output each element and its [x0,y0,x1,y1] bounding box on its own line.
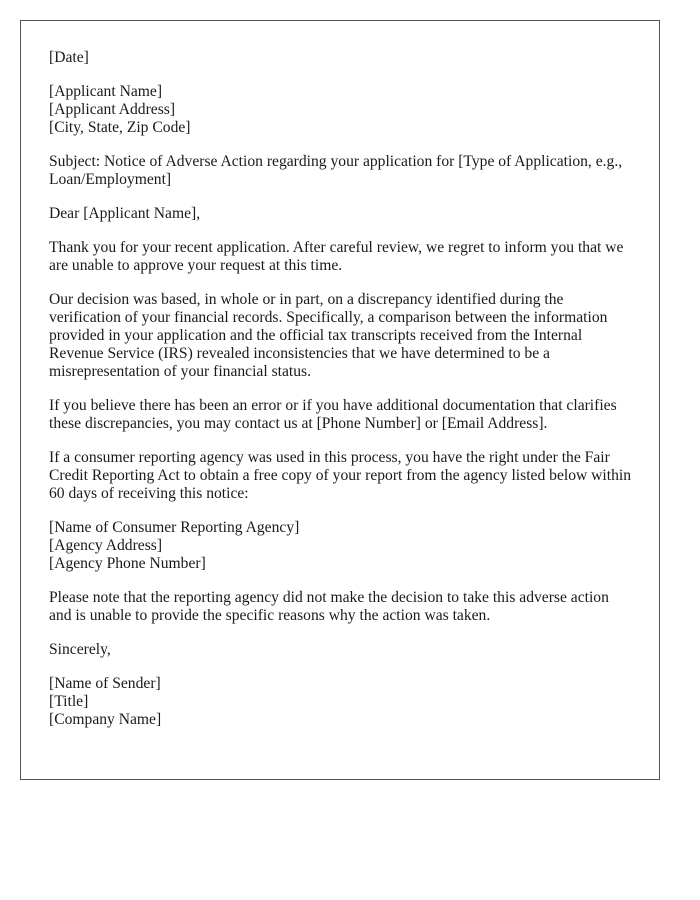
recipient-address-block [49,83,635,137]
recipient-address: [Applicant Address] [49,101,176,118]
letter-date [49,49,635,67]
subject-line: Subject: Notice of Adverse Action regarding your application for [Type of Application, e.g., Loan/Employment] [49,153,623,188]
recipient-name: [Applicant Name] [49,83,163,100]
signature-block [49,675,635,729]
letter-page [20,20,660,780]
signoff: Sincerely, [49,641,111,658]
agency-address: [Agency Address] [49,537,163,554]
sender-company: [Company Name] [49,711,162,728]
paragraph-fcra-rights: If a consumer reporting agency was used in this process, you have the right under the Fair Credit Reporting Act to obtain a free copy of your report from the agency listed below within 60 days of receiving this notice: [49,449,632,502]
sender-title: [Title] [49,693,89,710]
paragraph-decision-reason: Our decision was based, in whole or in part, on a discrepancy identified during the verification of your financial records. Specifically, a comparison between the information provided in your application and the official tax transcripts received from the Internal Revenue Service (IRS) revealed inconsistencies that we have determined to be a misrepresentation of your financial status. [49,291,608,380]
sender-name: [Name of Sender] [49,675,161,692]
agency-phone: [Agency Phone Number] [49,555,206,572]
recipient-city-state-zip: [City, State, Zip Code] [49,119,191,136]
date-text: [Date] [49,49,89,66]
agency-name: [Name of Consumer Reporting Agency] [49,519,300,536]
paragraph-intro: Thank you for your recent application. After careful review, we regret to inform you that we are unable to approve your request at this time. [49,239,624,274]
salutation: Dear [Applicant Name], [49,205,201,222]
agency-address-block [49,519,635,573]
paragraph-contact: If you believe there has been an error or if you have additional documentation that clarifies these discrepancies, you may contact us at [Phone Number] or [Email Address]. [49,397,617,432]
paragraph-closing-note: Please note that the reporting agency did not make the decision to take this adverse action and is unable to provide the specific reasons why the action was taken. [49,589,609,624]
